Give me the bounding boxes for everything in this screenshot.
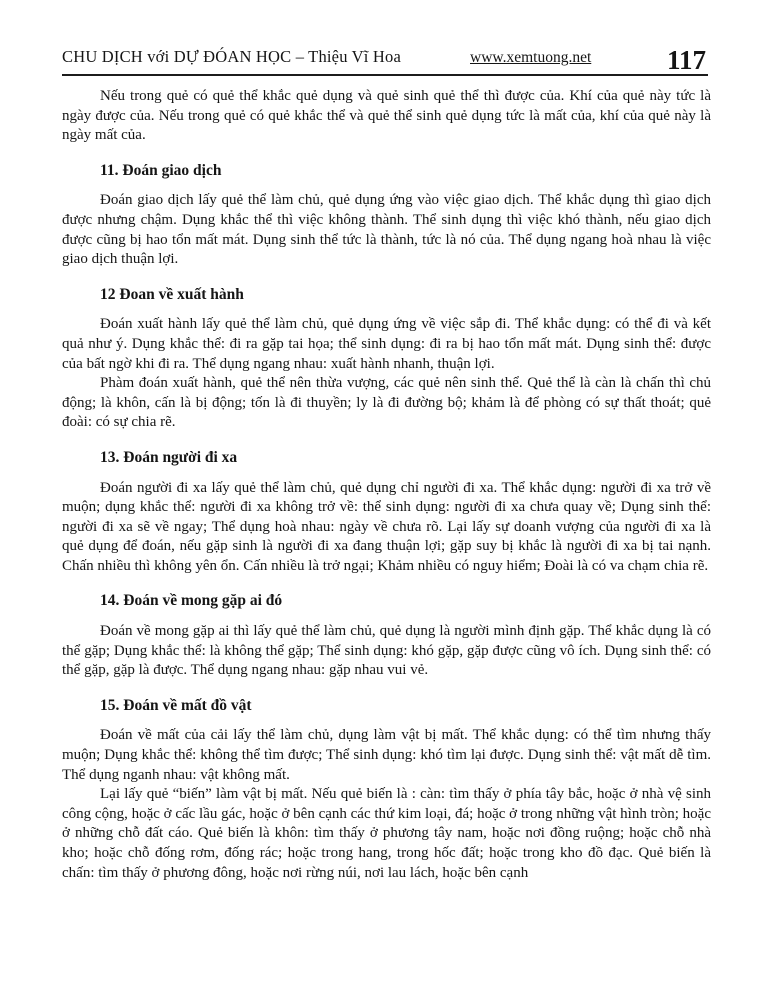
section-heading-14: 14. Đoán về mong gặp ai đó — [100, 592, 283, 610]
section-12-paragraph-1: Đoán xuất hành lấy quẻ thể làm chủ, quẻ dụng ứng về việc sắp đi. Thể khắc dụng: có thể đi và kết quả như ý. Dụng khắc thể: đi ra gặp tai họa; thể sinh dụng: đi ra bị hao tổn mất mát. Dụng sinh thể: được của bất ngờ khi đi ra. Thể dụng ngang nhau: xuất hành nhanh, thuận lợi. — [62, 316, 711, 372]
section-12-paragraph-2: Phàm đoán xuất hành, quẻ thể nên thừa vượng, các quẻ nên sinh thể. Quẻ thể là càn là chấn thì chủ động; là khôn, cấn là bị động; tốn là đi thuyền; ly là đi đường bộ; khảm là để phòng có sự thất thoát; quẻ đoài: có sự chia rẽ. — [62, 375, 711, 431]
section-15-paragraph-1: Đoán về mất của cải lấy thể làm chủ, dụng làm vật bị mất. Thể khắc dụng: có thể tìm nhưng thấy muộn; Dụng khắc thể: không thể tìm được; Thể sinh dụng: khó tìm lại được. Dụng sinh thể: vật mất dễ tìm. Thể dụng nganh nhau: vật không mất. — [62, 727, 711, 783]
section-11-paragraph: Đoán giao dịch lấy quẻ thể làm chủ, quẻ dụng ứng vào việc giao dịch. Thể khắc dụng thì giao dịch được nhưng chậm. Dụng khắc thể thì việc không thành. Thể sinh dụng thì việc khó thành, nếu giao dịch được cũng bị hao tổn mất mát. Dụng sinh thể tức là thành, tức là nó của. Thể dụng ngang hoà nhau là việc giao dịch thuận lợi. — [62, 192, 711, 268]
page-header — [62, 0, 708, 76]
section-heading-15: 15. Đoán về mất đồ vật — [100, 696, 252, 714]
book-title: CHU DỊCH với DỰ ĐÓAN HỌC – Thiệu Vĩ Hoa — [62, 47, 402, 66]
section-heading-13: 13. Đoán người đi xa — [100, 448, 238, 466]
page-content — [62, 87, 711, 883]
section-14-paragraph: Đoán về mong gặp ai thì lấy quẻ thể làm chủ, quẻ dụng là người mình định gặp. Thể khắc dụng là có thể gặp; Dụng khắc thể: là không thể gặp; Thể sinh dụng: khó gặp, gặp được cũng vô ích. Dụng sinh thể: có thể gặp, gặp là được. Thể dụng ngang nhau: gặp nhau vui vẻ. — [62, 623, 711, 679]
section-13-paragraph: Đoán người đi xa lấy quẻ thể làm chủ, quẻ dụng chỉ người đi xa. Thể khắc dụng: người đi xa trở về muộn; dụng khắc thể: người đi xa không trở về: thể sinh dụng: người đi xa chưa quay về; Dụng sinh thể: người đi xa sẽ về ngay; Thể dụng hoà nhau: ngày về chưa rõ. Lại lấy sự doanh vượng của người đi xa là quẻ dụng để đoán, nếu gặp sinh là người đi xa đang thuận lợi; gặp suy bị khắc là người đi xa bị tai nạnh. Chấn nhiều thì không yên ổn. Cấn nhiều là trở ngại; Khảm nhiều có nguy hiểm; Đoài là có va chạm chia rẽ. — [62, 479, 711, 574]
website-url: www.xemtuong.net — [470, 49, 592, 66]
page-number: 117 — [666, 45, 706, 75]
section-heading-12: 12 Đoan về xuất hành — [100, 285, 244, 303]
intro-paragraph: Nếu trong quẻ có quẻ thể khắc quẻ dụng và quẻ sinh quẻ thể thì được của. Khí của quẻ này tức là ngày được của. Nếu trong quẻ có quẻ khắc thể và quẻ thể sinh quẻ dụng tức là mất của, khí của quẻ này là ngày mất của. — [62, 88, 711, 144]
section-15-paragraph-2: Lại lấy quẻ “biến” làm vật bị mất. Nếu quẻ biến là : càn: tìm thấy ở phía tây bắc, hoặc ở nhà vệ sinh công cộng, hoặc ở cấc lầu gác, hoặc ở bên cạnh các thứ kim loại, đá; hoặc ở trong những vật hình tròn; hoặc ở những chỗ đất cáo. Quẻ biến là khôn: tìm thấy ở phương tây nam, hoặc nơi đồng ruộng; hoặc chỗ nhà kho; hoặc chỗ đống rơm, đống rác; hoặc trong hang, trong hốc đất; hoặc trong kho đồ đạc. Quẻ biến là chấn: tìm thấy ở phương đông, hoặc nơi rừng núi, nơi lau lách, hoặc bên cạnh — [62, 786, 711, 881]
section-heading-11: 11. Đoán giao dịch — [100, 161, 222, 179]
